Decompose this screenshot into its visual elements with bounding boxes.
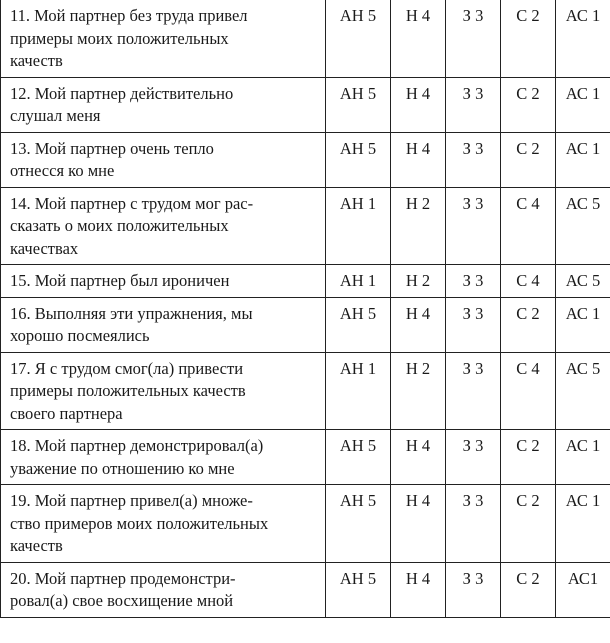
option-an-cell: АН 1 <box>326 352 391 430</box>
option-n-cell: Н 4 <box>391 132 446 187</box>
table-row <box>1 352 610 430</box>
table-row <box>1 265 610 298</box>
option-n-cell: Н 2 <box>391 187 446 265</box>
table-row <box>1 0 610 77</box>
option-z-cell: З 3 <box>446 297 501 352</box>
statement-cell: 13. Мой партнер очень тепло отнесся ко мне <box>1 132 326 187</box>
option-s-cell: С 2 <box>501 562 556 617</box>
option-an-cell: АН 5 <box>326 485 391 563</box>
option-s-cell: С 4 <box>501 187 556 265</box>
statement-cell: 16. Выполняя эти упражнения, мы хорошо посмеялись <box>1 297 326 352</box>
option-s-cell: С 4 <box>501 265 556 298</box>
option-z-cell: З 3 <box>446 485 501 563</box>
table-row <box>1 430 610 485</box>
option-an-cell: АН 5 <box>326 430 391 485</box>
option-an-cell: АН 5 <box>326 0 391 77</box>
option-n-cell: Н 2 <box>391 265 446 298</box>
option-s-cell: С 2 <box>501 430 556 485</box>
table-row <box>1 132 610 187</box>
option-an-cell: АН 5 <box>326 297 391 352</box>
option-z-cell: З 3 <box>446 77 501 132</box>
option-as-cell: АС1 <box>556 562 610 617</box>
table-row <box>1 562 610 617</box>
option-as-cell: АС 1 <box>556 0 610 77</box>
option-s-cell: С 4 <box>501 352 556 430</box>
option-z-cell: З 3 <box>446 562 501 617</box>
option-s-cell: С 2 <box>501 485 556 563</box>
table-body <box>1 0 610 617</box>
option-an-cell: АН 1 <box>326 265 391 298</box>
option-n-cell: Н 4 <box>391 77 446 132</box>
option-s-cell: С 2 <box>501 77 556 132</box>
option-an-cell: АН 5 <box>326 77 391 132</box>
option-as-cell: АС 5 <box>556 352 610 430</box>
option-n-cell: Н 4 <box>391 0 446 77</box>
option-as-cell: АС 1 <box>556 297 610 352</box>
option-z-cell: З 3 <box>446 0 501 77</box>
table-row <box>1 485 610 563</box>
table-row <box>1 77 610 132</box>
option-z-cell: З 3 <box>446 352 501 430</box>
option-s-cell: С 2 <box>501 297 556 352</box>
statement-cell: 12. Мой партнер действительно слушал меня <box>1 77 326 132</box>
table-row <box>1 187 610 265</box>
option-s-cell: С 2 <box>501 132 556 187</box>
option-as-cell: АС 1 <box>556 77 610 132</box>
statement-cell: 18. Мой партнер демонстрировал(а) уважение по отношению ко мне <box>1 430 326 485</box>
option-z-cell: З 3 <box>446 430 501 485</box>
statement-cell: 19. Мой партнер привел(а) множе- ство примеров моих положительных качеств <box>1 485 326 563</box>
option-as-cell: АС 5 <box>556 187 610 265</box>
option-an-cell: АН 5 <box>326 132 391 187</box>
option-n-cell: Н 4 <box>391 485 446 563</box>
option-as-cell: АС 1 <box>556 132 610 187</box>
statement-cell: 11. Мой партнер без труда привел примеры моих положительных качеств <box>1 0 326 77</box>
option-s-cell: С 2 <box>501 0 556 77</box>
statement-cell: 14. Мой партнер с трудом мог рас- сказать о моих положительных качествах <box>1 187 326 265</box>
option-as-cell: АС 5 <box>556 265 610 298</box>
option-n-cell: Н 4 <box>391 430 446 485</box>
option-n-cell: Н 4 <box>391 297 446 352</box>
option-an-cell: АН 5 <box>326 562 391 617</box>
option-an-cell: АН 1 <box>326 187 391 265</box>
statement-cell: 17. Я с трудом смог(ла) привести примеры положительных качеств своего партнера <box>1 352 326 430</box>
statement-cell: 20. Мой партнер продемонстри- ровал(а) свое восхищение мной <box>1 562 326 617</box>
statement-cell: 15. Мой партнер был ироничен <box>1 265 326 298</box>
table-row <box>1 297 610 352</box>
option-n-cell: Н 4 <box>391 562 446 617</box>
option-z-cell: З 3 <box>446 132 501 187</box>
option-z-cell: З 3 <box>446 187 501 265</box>
option-z-cell: З 3 <box>446 265 501 298</box>
option-as-cell: АС 1 <box>556 430 610 485</box>
option-n-cell: Н 2 <box>391 352 446 430</box>
option-as-cell: АС 1 <box>556 485 610 563</box>
